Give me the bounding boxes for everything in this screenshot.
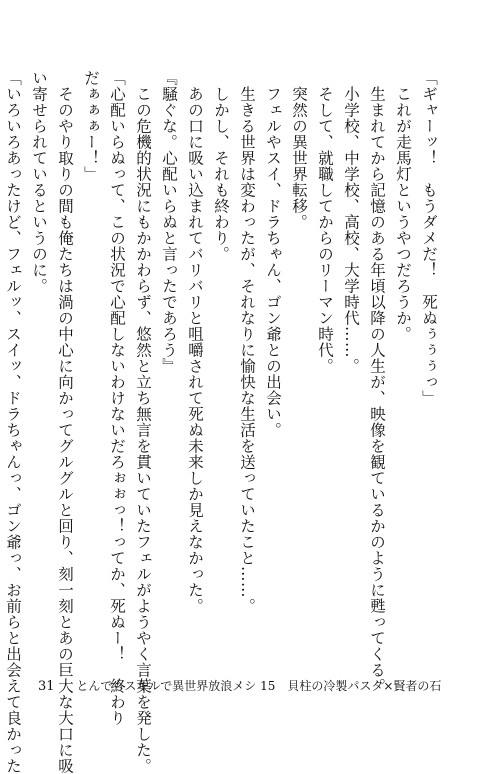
text-line: 突然の異世界転移。 xyxy=(290,70,308,230)
text-line: この危機的状況にもかかわらず、悠然と立ち無言を貫いていたフェルがようやく言葉を発した。 xyxy=(134,70,152,774)
text-line: あの口に吸い込まれてバリバリと咀嚼されて死ぬ未来しか見えなかった。 xyxy=(186,70,204,614)
text-line: 「心配いらぬって、この状況で心配しないわけないだろぉぉっ！ってか、死ぬー！ 終わり xyxy=(108,70,126,726)
text-line: しかし、それも終わり。 xyxy=(212,70,230,262)
text-line: 『騒ぐな。心配いらぬと言ったであろう』 xyxy=(160,70,178,374)
text-line: い寄せられているというのに。 xyxy=(30,70,48,294)
text-line: これが走馬灯というやつだろうか。 xyxy=(394,70,412,342)
text-line: 「いろいろあったけど、フェルッ、スイッ、ドラちゃんっ、ゴン爺っ、お前らと出会えて良かった xyxy=(4,70,22,774)
text-line: 「ギャーッ！ もうダメだ！ 死ぬぅぅぅっ」 xyxy=(420,70,438,406)
page-number: 31 xyxy=(38,679,55,694)
text-line: そのやり取りの間も俺たちは渦の中心に向かってグルグルと回り、刻一刻とあの巨大な大口に吸 xyxy=(56,70,74,774)
running-title: とんでもスキルで異世界放浪メシ 15 貝柱の冷製パスタ×賢者の石 xyxy=(76,679,442,693)
page-footer xyxy=(38,677,441,694)
text-line: 小学校、中学校、高校、大学時代……。 xyxy=(342,70,360,374)
text-line: そして、就職してからのリーマン時代。 xyxy=(316,70,334,374)
text-line: 生まれてから記憶のある年頃以降の人生が、映像を観ているかのように甦ってくる。 xyxy=(368,70,386,694)
text-line: だぁぁぁー！」 xyxy=(82,70,100,182)
text-line: フェルやスイ、ドラちゃん、ゴン爺との出会い。 xyxy=(264,70,282,438)
text-line: 生きる世界は変わったが、それなりに愉快な生活を送っていたこと……。 xyxy=(238,70,256,614)
